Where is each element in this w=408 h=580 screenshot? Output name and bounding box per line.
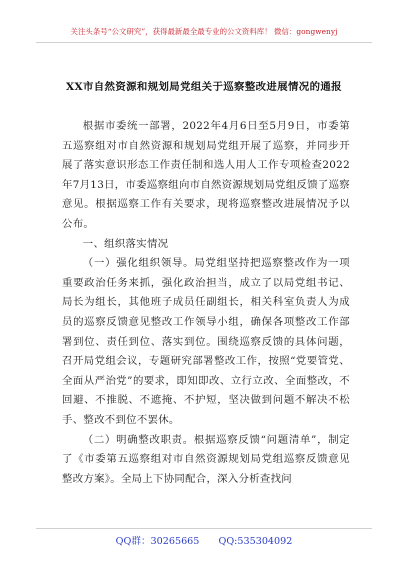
footer: [0, 533, 408, 547]
paragraph-intro: 根据市委统一部署，2022年4月6日至5月9日，市委第五巡察组对市自然资源和规划局党组开展了巡察，并同步开展了落实意识形态工作责任制和选人用人工作专项检查2022年7月13日，市委巡察组向市自然资源规划局党组反馈了巡察意见。根据巡察工作有关要求，现将巡察整改进展情况予以公布。: [62, 120, 350, 230]
paragraph-leadership: （一）强化组织领导。局党组坚持把巡察整改作为一项重要政治任务来抓，强化政治担当，成立了以局党组书记、局长为组长，其他班子成员任副组长，相关科室负责人为成员的巡察反馈意见整改工作领导小组，确保各项整改工作部署到位、责任到位、落实到位。围绕巡察反馈的具体问题，召开局党组会议，专题研究部署整改工作，按照“党要管党、全面从严治党”的要求，即知即改、立行立改、全面整改，不回避、不推脱、不遮掩、不护短，坚决做到问题不解决不松手、整改不到位不罢休。: [62, 257, 350, 426]
footer-qq-number: QQ:535304092: [218, 536, 293, 547]
header-divider: [36, 42, 372, 43]
document-body: [62, 117, 350, 489]
paragraph-responsibility: （二）明确整改职责。根据巡察反馈“问题清单”，制定了《市委第五巡察组对市自然资源规划局党组巡察反馈意见整改方案》。全局上下协同配合，深入分析查找问: [62, 433, 350, 485]
document-title: XX市自然资源和规划局党组关于巡察整改进展情况的通报: [66, 81, 342, 93]
section-heading-1: 一、组织落实情况: [82, 237, 169, 250]
footer-divider: [36, 528, 372, 529]
footer-qq-group: QQ群：30265665: [115, 536, 200, 547]
header-banner: 关注头条号“公文研究”，获得最新最全最专业的公文资料库！ 微信：gongwenyj: [70, 27, 338, 36]
